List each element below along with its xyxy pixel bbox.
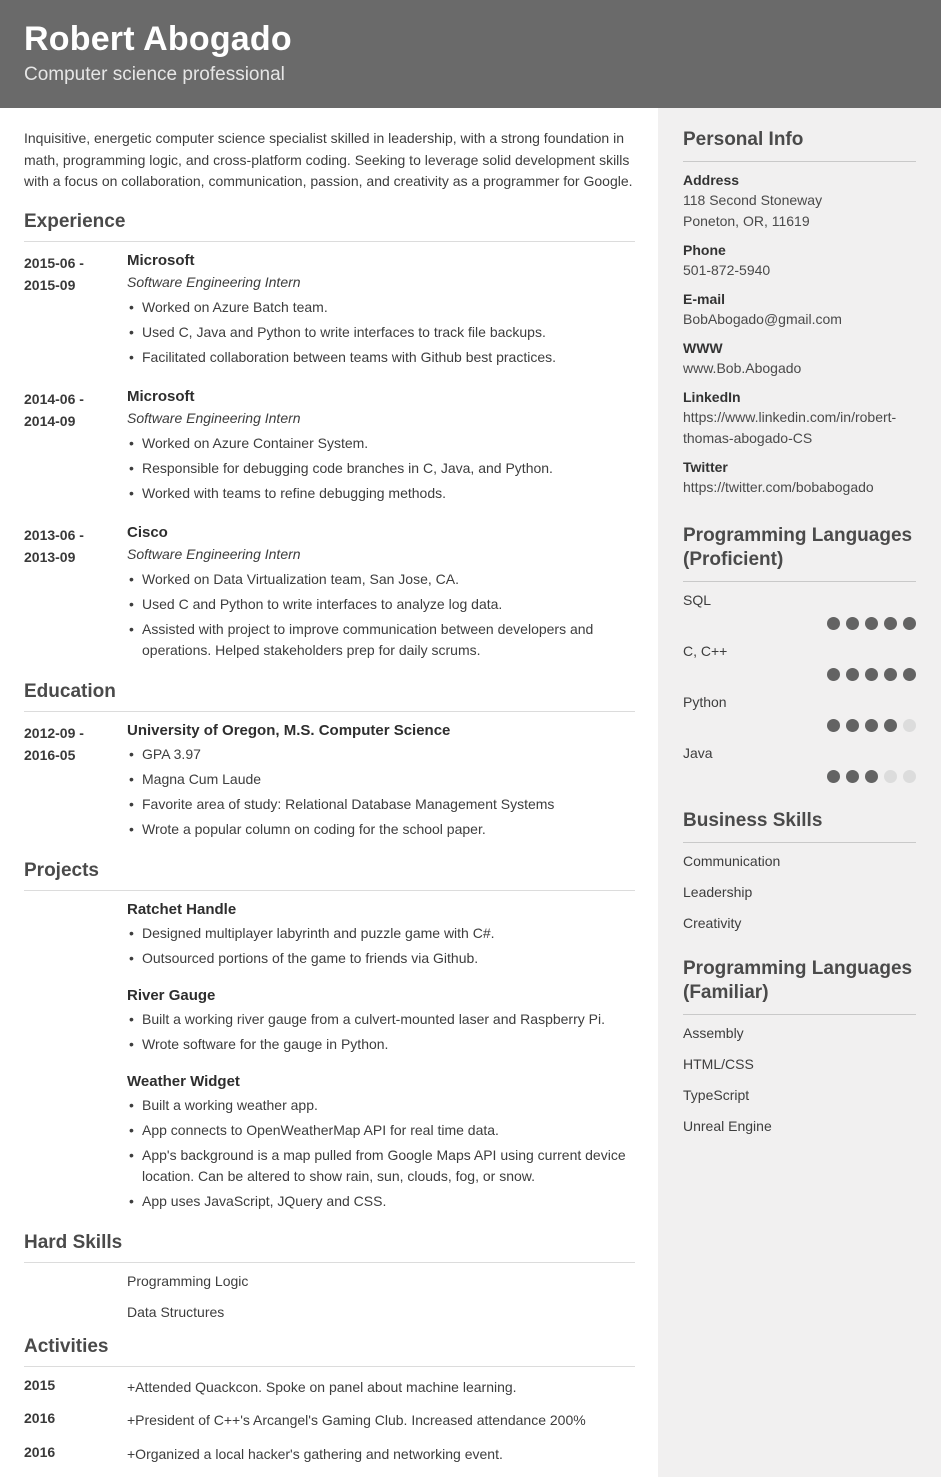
section-title-languages-familiar: Programming Languages (Familiar) — [683, 957, 916, 1015]
personal-info-field — [683, 340, 916, 379]
content-columns — [0, 108, 941, 1477]
rating-dot-empty — [903, 770, 916, 783]
personal-info-section — [683, 128, 916, 498]
activity-year: 2016 — [24, 1410, 56, 1427]
entry-dates — [24, 722, 127, 844]
entry-body — [127, 524, 635, 665]
bullet-item: • Built a working weather app. — [127, 1095, 635, 1116]
project-date-spacer — [24, 987, 127, 1059]
field-label: Twitter — [683, 458, 728, 475]
project-name: Weather Widget — [127, 1073, 240, 1091]
bullet-list — [127, 569, 635, 661]
rating-dot-filled — [865, 770, 878, 783]
rating-dot-filled — [903, 668, 916, 681]
field-value — [683, 190, 916, 232]
entry-body — [127, 388, 635, 508]
bullet-item: • Designed multiplayer labyrinth and puzzle game with C#. — [127, 923, 635, 944]
rating-dot-filled — [827, 770, 840, 783]
personal-info-field — [683, 459, 916, 498]
field-label: Phone — [683, 241, 726, 258]
date-start: 2013-06 - — [24, 527, 84, 544]
rating-dot-filled — [846, 668, 859, 681]
rating-dot-filled — [884, 668, 897, 681]
field-value-line: Poneton, OR, 11619 — [683, 212, 810, 229]
field-value-line: 118 Second Stoneway — [683, 191, 823, 208]
bullet-item: • GPA 3.97 — [127, 744, 635, 765]
rating-dot-filled — [846, 770, 859, 783]
rating-dot-filled — [865, 719, 878, 732]
languages-proficient-section — [683, 524, 916, 783]
project-name: River Gauge — [127, 987, 216, 1005]
section-title-projects: Projects — [24, 860, 635, 891]
entry-dates — [24, 388, 127, 508]
field-value-line: BobAbogado@gmail.com — [683, 310, 842, 327]
sidebar-column — [658, 108, 941, 1477]
activity-row — [24, 1377, 635, 1397]
bullet-item: • App uses JavaScript, JQuery and CSS. — [127, 1191, 635, 1212]
entry-dates — [24, 524, 127, 665]
skill-block — [683, 643, 916, 681]
business-skill-item: Communication — [683, 852, 781, 869]
personal-info-field — [683, 242, 916, 281]
header-band — [0, 0, 941, 108]
skill-rating-dots — [683, 668, 916, 681]
role-title: Software Engineering Intern — [127, 546, 301, 563]
bullet-item: • Magna Cum Laude — [127, 769, 635, 790]
dated-entry — [24, 722, 635, 844]
rating-dot-filled — [846, 617, 859, 630]
entry-dates — [24, 252, 127, 372]
rating-dot-empty — [884, 770, 897, 783]
bullet-item: • Favorite area of study: Relational Database Management Systems — [127, 794, 635, 815]
rating-dot-filled — [865, 617, 878, 630]
skill-name: C, C++ — [683, 643, 728, 660]
familiar-languages-list — [683, 1025, 916, 1134]
rating-dot-filled — [827, 617, 840, 630]
skill-name: Java — [683, 745, 713, 762]
section-title-hard-skills: Hard Skills — [24, 1232, 635, 1263]
skill-name: Python — [683, 694, 727, 711]
rating-dot-filled — [827, 719, 840, 732]
skill-rating-dots — [683, 770, 916, 783]
languages-familiar-section — [683, 957, 916, 1134]
activity-row — [24, 1410, 635, 1430]
field-value-line: www.Bob.Abogado — [683, 359, 802, 376]
bullet-item: • Worked on Azure Container System. — [127, 433, 635, 454]
bullet-item: • Used C, Java and Python to write interfaces to track file backups. — [127, 322, 635, 343]
bullet-item: • Worked on Data Virtualization team, San Jose, CA. — [127, 569, 635, 590]
person-subtitle: Computer science professional — [24, 64, 285, 86]
business-skill-item: Creativity — [683, 914, 742, 931]
section-title-languages-proficient: Programming Languages (Proficient) — [683, 524, 916, 582]
activity-row — [24, 1444, 635, 1464]
bullet-item: • App connects to OpenWeatherMap API for real time data. — [127, 1120, 635, 1141]
field-label: E-mail — [683, 290, 726, 307]
organization-name: University of Oregon, M.S. Computer Science — [127, 722, 451, 740]
bullet-item: • Outsourced portions of the game to friends via Github. — [127, 948, 635, 969]
project-date-spacer — [24, 901, 127, 973]
bullet-item: • Assisted with project to improve communication between developers and operations. Helped stakeholders prep for daily scrums. — [127, 619, 635, 661]
bullet-item: • Wrote software for the gauge in Python. — [127, 1034, 635, 1055]
date-end: 2013-09 — [24, 549, 76, 566]
business-skills-section — [683, 809, 916, 931]
bullet-item: • Built a working river gauge from a culvert-mounted laser and Raspberry Pi. — [127, 1009, 635, 1030]
organization-name: Microsoft — [127, 252, 195, 270]
field-value — [683, 477, 916, 498]
skill-name: SQL — [683, 592, 712, 609]
personal-info-field — [683, 172, 916, 232]
rating-dot-filled — [865, 668, 878, 681]
rating-dot-filled — [884, 719, 897, 732]
activity-text: +Organized a local hacker's gathering and networking event. — [127, 1445, 503, 1462]
date-end: 2014-09 — [24, 413, 76, 430]
experience-list — [24, 252, 635, 665]
activities-list — [24, 1377, 635, 1464]
dated-entry — [24, 388, 635, 508]
organization-name: Microsoft — [127, 388, 195, 406]
summary-paragraph: Inquisitive, energetic computer science specialist skilled in leadership, with a strong foundation in math, programming logic, and cross-platform coding. Seeking to leverage solid development skills with a focus on collaboration, communication, passion, and creativity as a programmer for Google. — [24, 130, 633, 190]
skill-block — [683, 694, 916, 732]
bullet-list — [127, 433, 635, 504]
date-start: 2015-06 - — [24, 255, 84, 272]
dated-entry — [24, 252, 635, 372]
role-title: Software Engineering Intern — [127, 274, 301, 291]
project-date-spacer — [24, 1073, 127, 1216]
entry-body — [127, 1073, 635, 1216]
familiar-language-item: Unreal Engine — [683, 1118, 772, 1135]
date-end: 2016-05 — [24, 747, 76, 764]
field-value — [683, 309, 916, 330]
bullet-item: • Responsible for debugging code branches in C, Java, and Python. — [127, 458, 635, 479]
entry-body — [127, 987, 635, 1059]
bullet-item: • App's background is a map pulled from Google Maps API using current device location. Can be altered to show rain, sun, clouds, fog, or snow. — [127, 1145, 635, 1187]
skill-block — [683, 592, 916, 630]
business-skill-item: Leadership — [683, 883, 753, 900]
field-label: Address — [683, 171, 740, 188]
section-title-personal-info: Personal Info — [683, 128, 916, 162]
bullet-list — [127, 744, 635, 840]
date-end: 2015-09 — [24, 277, 76, 294]
field-value — [683, 407, 916, 449]
section-title-experience: Experience — [24, 211, 635, 242]
rating-dot-filled — [827, 668, 840, 681]
entry-body — [127, 901, 635, 973]
person-name: Robert Abogado — [24, 20, 292, 58]
bullet-item: • Wrote a popular column on coding for the school paper. — [127, 819, 635, 840]
bullet-item: • Worked with teams to refine debugging methods. — [127, 483, 635, 504]
role-title: Software Engineering Intern — [127, 410, 301, 427]
field-label: LinkedIn — [683, 388, 741, 405]
field-value-line: 501-872-5940 — [683, 261, 771, 278]
bullet-item: • Worked on Azure Batch team. — [127, 297, 635, 318]
bullet-item: • Used C and Python to write interfaces to analyze log data. — [127, 594, 635, 615]
main-column — [0, 108, 658, 1477]
entry-body — [127, 252, 635, 372]
education-list — [24, 722, 635, 844]
bullet-list — [127, 923, 635, 969]
personal-info-fields — [683, 172, 916, 498]
project-name: Ratchet Handle — [127, 901, 237, 919]
field-value-line: https://www.linkedin.com/in/robert-thomas-abogado-CS — [683, 408, 897, 446]
entry-body — [127, 722, 635, 844]
project-entry — [24, 901, 635, 973]
organization-name: Cisco — [127, 524, 168, 542]
personal-info-field — [683, 291, 916, 330]
bullet-list — [127, 1095, 635, 1212]
hard-skill-item: Programming Logic — [127, 1273, 249, 1290]
date-start: 2012-09 - — [24, 725, 84, 742]
bullet-list — [127, 297, 635, 368]
section-title-business-skills: Business Skills — [683, 809, 916, 843]
activity-text: +President of C++'s Arcangel's Gaming Club. Increased attendance 200% — [127, 1412, 586, 1429]
activity-year: 2015 — [24, 1377, 56, 1394]
field-label: WWW — [683, 339, 723, 356]
bullet-list — [127, 1009, 635, 1055]
rating-dot-filled — [846, 719, 859, 732]
project-entry — [24, 1073, 635, 1216]
familiar-language-item: TypeScript — [683, 1087, 750, 1104]
field-value — [683, 260, 916, 281]
activity-year: 2016 — [24, 1443, 56, 1460]
rating-dot-filled — [884, 617, 897, 630]
projects-list — [24, 901, 635, 1216]
rating-dot-empty — [903, 719, 916, 732]
section-title-education: Education — [24, 681, 635, 712]
skill-rating-dots — [683, 719, 916, 732]
skill-rating-dots — [683, 617, 916, 630]
bullet-item: • Facilitated collaboration between teams with Github best practices. — [127, 347, 635, 368]
date-start: 2014-06 - — [24, 391, 84, 408]
familiar-language-item: Assembly — [683, 1025, 744, 1042]
familiar-language-item: HTML/CSS — [683, 1056, 754, 1073]
skill-block — [683, 745, 916, 783]
hard-skill-item: Data Structures — [127, 1304, 225, 1321]
rating-dot-filled — [903, 617, 916, 630]
personal-info-field — [683, 389, 916, 449]
field-value — [683, 358, 916, 379]
section-title-activities: Activities — [24, 1336, 635, 1367]
field-value-line: https://twitter.com/bobabogado — [683, 478, 874, 495]
activity-text: +Attended Quackcon. Spoke on panel about machine learning. — [127, 1379, 517, 1396]
dated-entry — [24, 524, 635, 665]
project-entry — [24, 987, 635, 1059]
business-skills-list — [683, 853, 916, 931]
hard-skills-list — [127, 1273, 635, 1320]
proficient-skills-list — [683, 592, 916, 783]
